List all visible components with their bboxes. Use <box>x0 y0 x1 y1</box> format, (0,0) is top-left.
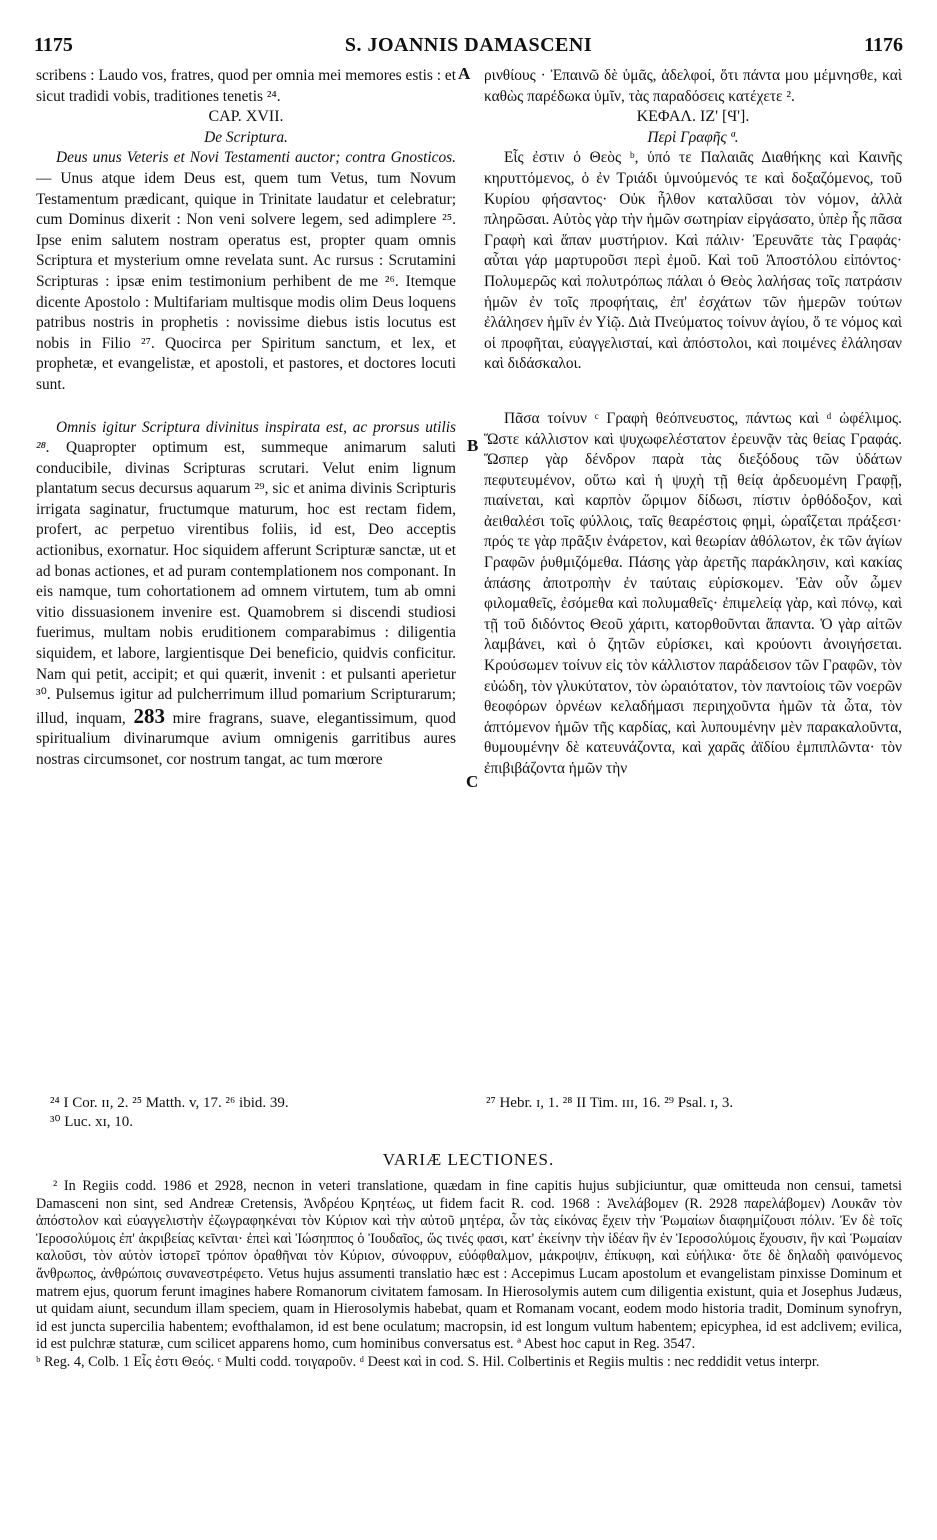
variae-lectiones-heading: VARIÆ LECTIONES. <box>382 1150 555 1169</box>
greek-chapter-heading: ΚΕΦΑΛ. ΙΖ' [Ϥ']. <box>636 108 750 126</box>
page-number-left: 1175 <box>34 34 73 56</box>
page-number-right: 1176 <box>864 34 903 56</box>
greek-paragraph-1: Εἷς ἐστιν ὁ Θεὸς ᵇ, ὑπό τε Παλαιᾶς Διαθήκης καὶ Καινῆς κηρυττόμενος, ὁ ἐν Τριάδι ὑμνούμενός τε καὶ δοξαζόμενος, τοῦ Κυρίου φήσαντος· Οὐκ ἦλθον καταλῦσαι τὸν νόμον, ἀλλὰ πληρῶσαι. Αὐτὸς γὰρ τὴν ἡμῶν σωτηρίαν εἰργάσατο, ὑπὲρ ἧς πᾶσα Γραφὴ καὶ ἅπαν μυστήριον. Καὶ πάλιν· Ἐρευνᾶτε τὰς Γραφάς· αὗται γάρ μαρτυροῦσι περὶ ἐμοῦ. Καὶ τοῦ Ἀποστόλου εἰπόντος· Πολυμερῶς καὶ πολυτρόπως πάλαι ὁ Θεὸς λαλήσας τοῖς πατράσιν ἡμῶν ἐν τοῖς προφήταις, ἐπ' ἐσχάτων τῶν ἡμερῶν τούτων ἐλάλησεν ἡμῖν ἐν Υἱῷ. Διὰ Πνεύματος τοίνυν ἁγίου, ὅ τε νόμος καὶ οἱ προφῆται, εὐαγγελισταί, καὶ ἀπόστολοι, καὶ ποιμένες ἐλάλησαν καὶ διδάσκαλοι. <box>484 149 902 373</box>
variae-note-2: ᵇ Reg. 4, Colb. 1 Εἷς ἐστι Θεός. ᶜ Multi codd. τοιγαροῦν. ᵈ Deest καὶ in cod. S. Hil. Colbertinis et Regiis multis : nec reddidit vetus interpr. <box>36 1353 820 1370</box>
latin-paragraph-2 <box>36 418 456 771</box>
latin-p1-lead: Deus unus Veteris et Novi Testamenti auctor; contra Gnosticos. <box>56 149 456 167</box>
variae-note-1: ² In Regiis codd. 1986 et 2928, necnon in veteri translatione, quædam in fine capitis hujus subjiciuntur, quæ omitteuda non censui, tametsi Damasceni non sint, sed Andreæ Cretensis, Ἀνδρέου Κρητέως, ut fidem facit R. cod. 1968 : Ἀνελάβομεν (R. 2928 παρελάβομεν) Λουκᾶν τὸν ἀπόστολον καὶ εὐαγγελιστὴν ἐζωγραφηκέναι τὸν Κύριον καὶ τὴν αὐτοῦ μητέρα, ὧν τὰς εἰκόνας ἔχειν τὴν Ῥωμαίων διαφημίζουσι πόλιν. Ἐν δὲ τοῖς Ἱεροσολύμοις ἐπ' ἀκριβείας κεῖνται· ἐπεὶ καὶ Ἰώσηππος ὁ Ἰουδαῖος, ὥς τινές φασι, κατ' ἐκείνην τὴν ἰδέαν ἣν ἐν Ἱεροσολύμοις ἔχουσιν, ἣν καὶ Ῥωμαίαν καλοῦσι, τὸν αὐτὸν ἱστορεῖ τρόπον ὁραθῆναι τὸν Κύριον, σύνοφρυν, εὐόφθαλμον, μάκροψιν, ἐπίκυφη, καὶ εὐήλικα· ὅτε δὲ δηλαδὴ φαινόμενος ἄνθρωπος, ἀνθρώποις συνανεστρέφετο. Vetus hujus assumenti translatio hæc est : Accepimus Lucam apostolum et evangelistam pinxisse Dominum et matrem ejus, quorum ferunt imagines habere Romanorum civitatem famosam. In Hierosolymis autem cum diligentia existunt, quia et Josephus Judæus, ut quidam aiunt, secundum illam speciem, quam in Hierosolymis habebat, quam et Romanam vocant, eodem modo historia tradit, Dominum synofryn, id est juncta supercilia habentem; evofthalamon, id est bene oculatum; macropsin, id est longum vultum habentem; epicyphea, id est adclivem; evilica, id est pulchræ staturæ, cum scilicet apparens homo, cum hominibus conversatus est. ª Abest hoc caput in Reg. 3547. <box>36 1178 902 1353</box>
footnotes-right <box>486 1094 906 1113</box>
latin-p2-text-a: Quapropter optimum est, summeque animarum saluti conducibile, divinas Scripturas scrutari. Velut enim lignum plantatum secus decursus aquarum ²⁹, sic et anima divinis Scripturis irrigata saginatur, fructumque maturum, hoc est rectam fidem, profert, ac perpetuo virentibus foliis, id est, Deo acceptis actionibus, exornatur. Hoc siquidem afferunt Scripturæ sanctæ, ut et ad bonas actiones, et ad puram contemplationem nos componant. In eis namque, tum cohortationem ad omnem virtutem, tum ab omni vitio dissuasionem invenire est. Quamobrem si discendi studiosi fuerimus, multam nobis eruditionem comparabimus : diligentia siquidem, et labore, largientisque Dei beneficio, quidvis conficitur. Nam qui petit, accipit; et qui quærit, invenit : et pulsanti aperietur ³⁰. Pulsemus igitur ad pulcherrimum illud pomarium Scripturarum; illud, inquam, <box>36 439 456 727</box>
margin-letter-c: C <box>466 772 479 791</box>
column-number: 283 <box>133 703 165 728</box>
latin-p2-lead: Omnis igitur Scriptura divinitus inspirata est, ac prorsus utilis ²⁸. <box>36 418 456 457</box>
running-header <box>34 34 903 60</box>
greek-column <box>484 66 902 780</box>
latin-paragraph-1 <box>36 148 456 395</box>
footnote-line: ³⁰ Luc. xɪ, 10. <box>50 1114 133 1130</box>
footnote-line: ²⁴ I Cor. ɪɪ, 2. ²⁵ Matth. v, 17. ²⁶ ibid. 39. <box>50 1095 289 1111</box>
latin-p2-text-b: mire fragrans, suave, elegantissimum, quod spiritualium divinarumque avium omnigenis garritibus aures nostras circumsonet, cor nostrum tangat, ac tum mœrore <box>36 709 456 768</box>
margin-letter-b: B <box>467 436 479 455</box>
variae-lectiones-body <box>36 1178 902 1372</box>
margin-letter-a: A <box>458 64 471 83</box>
footnotes-left <box>50 1094 470 1132</box>
latin-chapter-heading: CAP. XVII. <box>208 108 284 126</box>
latin-intro: scribens : Laudo vos, fratres, quod per omnia mei memores estis : et sicut tradidi vobis, traditiones tenetis ²⁴. <box>36 67 456 105</box>
greek-intro: ρινθίους · Ἐπαινῶ δὲ ὑμᾶς, ἀδελφοί, ὅτι πάντα μου μέμνησθε, καὶ καθὼς παρέδωκα ὑμῖν, τὰς παραδόσεις κατέχετε ². <box>484 67 902 105</box>
footnote-line: ²⁷ Hebr. ɪ, 1. ²⁸ II Tim. ɪɪɪ, 16. ²⁹ Psal. ɪ, 3. <box>486 1095 734 1111</box>
greek-chapter-subtitle: Περὶ Γραφῆς ª. <box>647 128 739 146</box>
running-title: S. JOANNIS DAMASCENI <box>344 34 593 56</box>
greek-paragraph-2: Πᾶσα τοίνυν ᶜ Γραφὴ θεόπνευστος, πάντως καὶ ᵈ ὠφέλιμος. Ὥστε κάλλιστον καὶ ψυχωφελέστατον ἐρευνᾷν τὰς θείας Γραφάς. Ὥσπερ γὰρ δένδρον παρὰ τὰς διεξόδους τῶν ὑδάτων πεφυτευμένον, οὕτω καὶ ἡ ψυχὴ τῇ θείᾳ ἀρδευομένη Γραφῇ, πιαίνεται, καὶ καρπὸν ὥριμον δίδωσι, πίστιν ὀρθόδοξον, καὶ ἀειθαλέσι τοῖς φύλλοις, ταῖς θεαρέστοις φημὶ, ὡραΐζεται πράξεσι· πρός τε γὰρ πρᾶξιν ἐνάρετον, καὶ θεωρίαν ἀθόλωτον, ἐκ τῶν ἁγίων Γραφῶν ῥυθμιζόμεθα. Πάσης γὰρ ἀρετῆς παράκλησιν, καὶ κακίας ἁπάσης ἀποτροπὴν ἐν ταύταις εὑρίσκομεν. Ἐὰν οὖν ὦμεν φιλομαθεῖς, ἐσόμεθα καὶ πολυμαθεῖς· ἐπιμελείᾳ γὰρ, καὶ πόνῳ, καὶ τῇ τοῦ διδόντος Θεοῦ χάριτι, κατορθοῦνται ἅπαντα. Ὁ γὰρ αἰτῶν λαμβάνει, καὶ ὁ ζητῶν εὑρίσκει, καὶ κρούοντι ἀνοιγήσεται. Κρούσωμεν τοίνυν εἰς τὸν κάλλιστον παράδεισον τῶν Γραφῶν, τὸν εὐώδη, τὸν γλυκύτατον, τὸν ὡραιότατον, τὸν παντοίοις τῶν νοερῶν θεοφόρων ὀρνέων κελαδήμασι περιηχοῦντα ἡμῶν τὰ ὦτα, τὸν ἁπτόμενον ἡμῶν τῆς καρδίας, καὶ λυπουμένην μὲν παρακαλοῦντα, θυμουμένην δὲ κατευνάζοντα, καὶ χαρᾶς ἀϊδίου ἐμπιπλῶντα· τὸν ἐπιβιβάζοντα ἡμῶν τὴν <box>484 409 902 777</box>
latin-chapter-subtitle: De Scriptura. <box>204 128 288 146</box>
latin-column <box>36 66 456 771</box>
latin-p1-text: — Unus atque idem Deus est, quem tum Vetus, tum Novum Testamentum prædicant, quique in Trinitate laudatur et celebratur; cum Dominus dixerit : Non veni solvere legem, sed adimplere ²⁵. Ipse enim salutem nostram operatus est, propter quam omnis Scriptura et mysterium omne revelata sunt. Ac rursus : Scrutamini Scripturas : ipsæ enim testimonium perhibent de me ²⁶. Itemque dicente Apostolo : Multifariam multisque modis olim Deus loquens patribus nostris in prophetis : novissime diebus istis locutus est nobis in Filio ²⁷. Quocirca per Spiritum sanctum, et lex, et prophetæ, et evangelistæ, et apostoli, et pastores, et doctores locuti sunt. <box>36 169 456 393</box>
